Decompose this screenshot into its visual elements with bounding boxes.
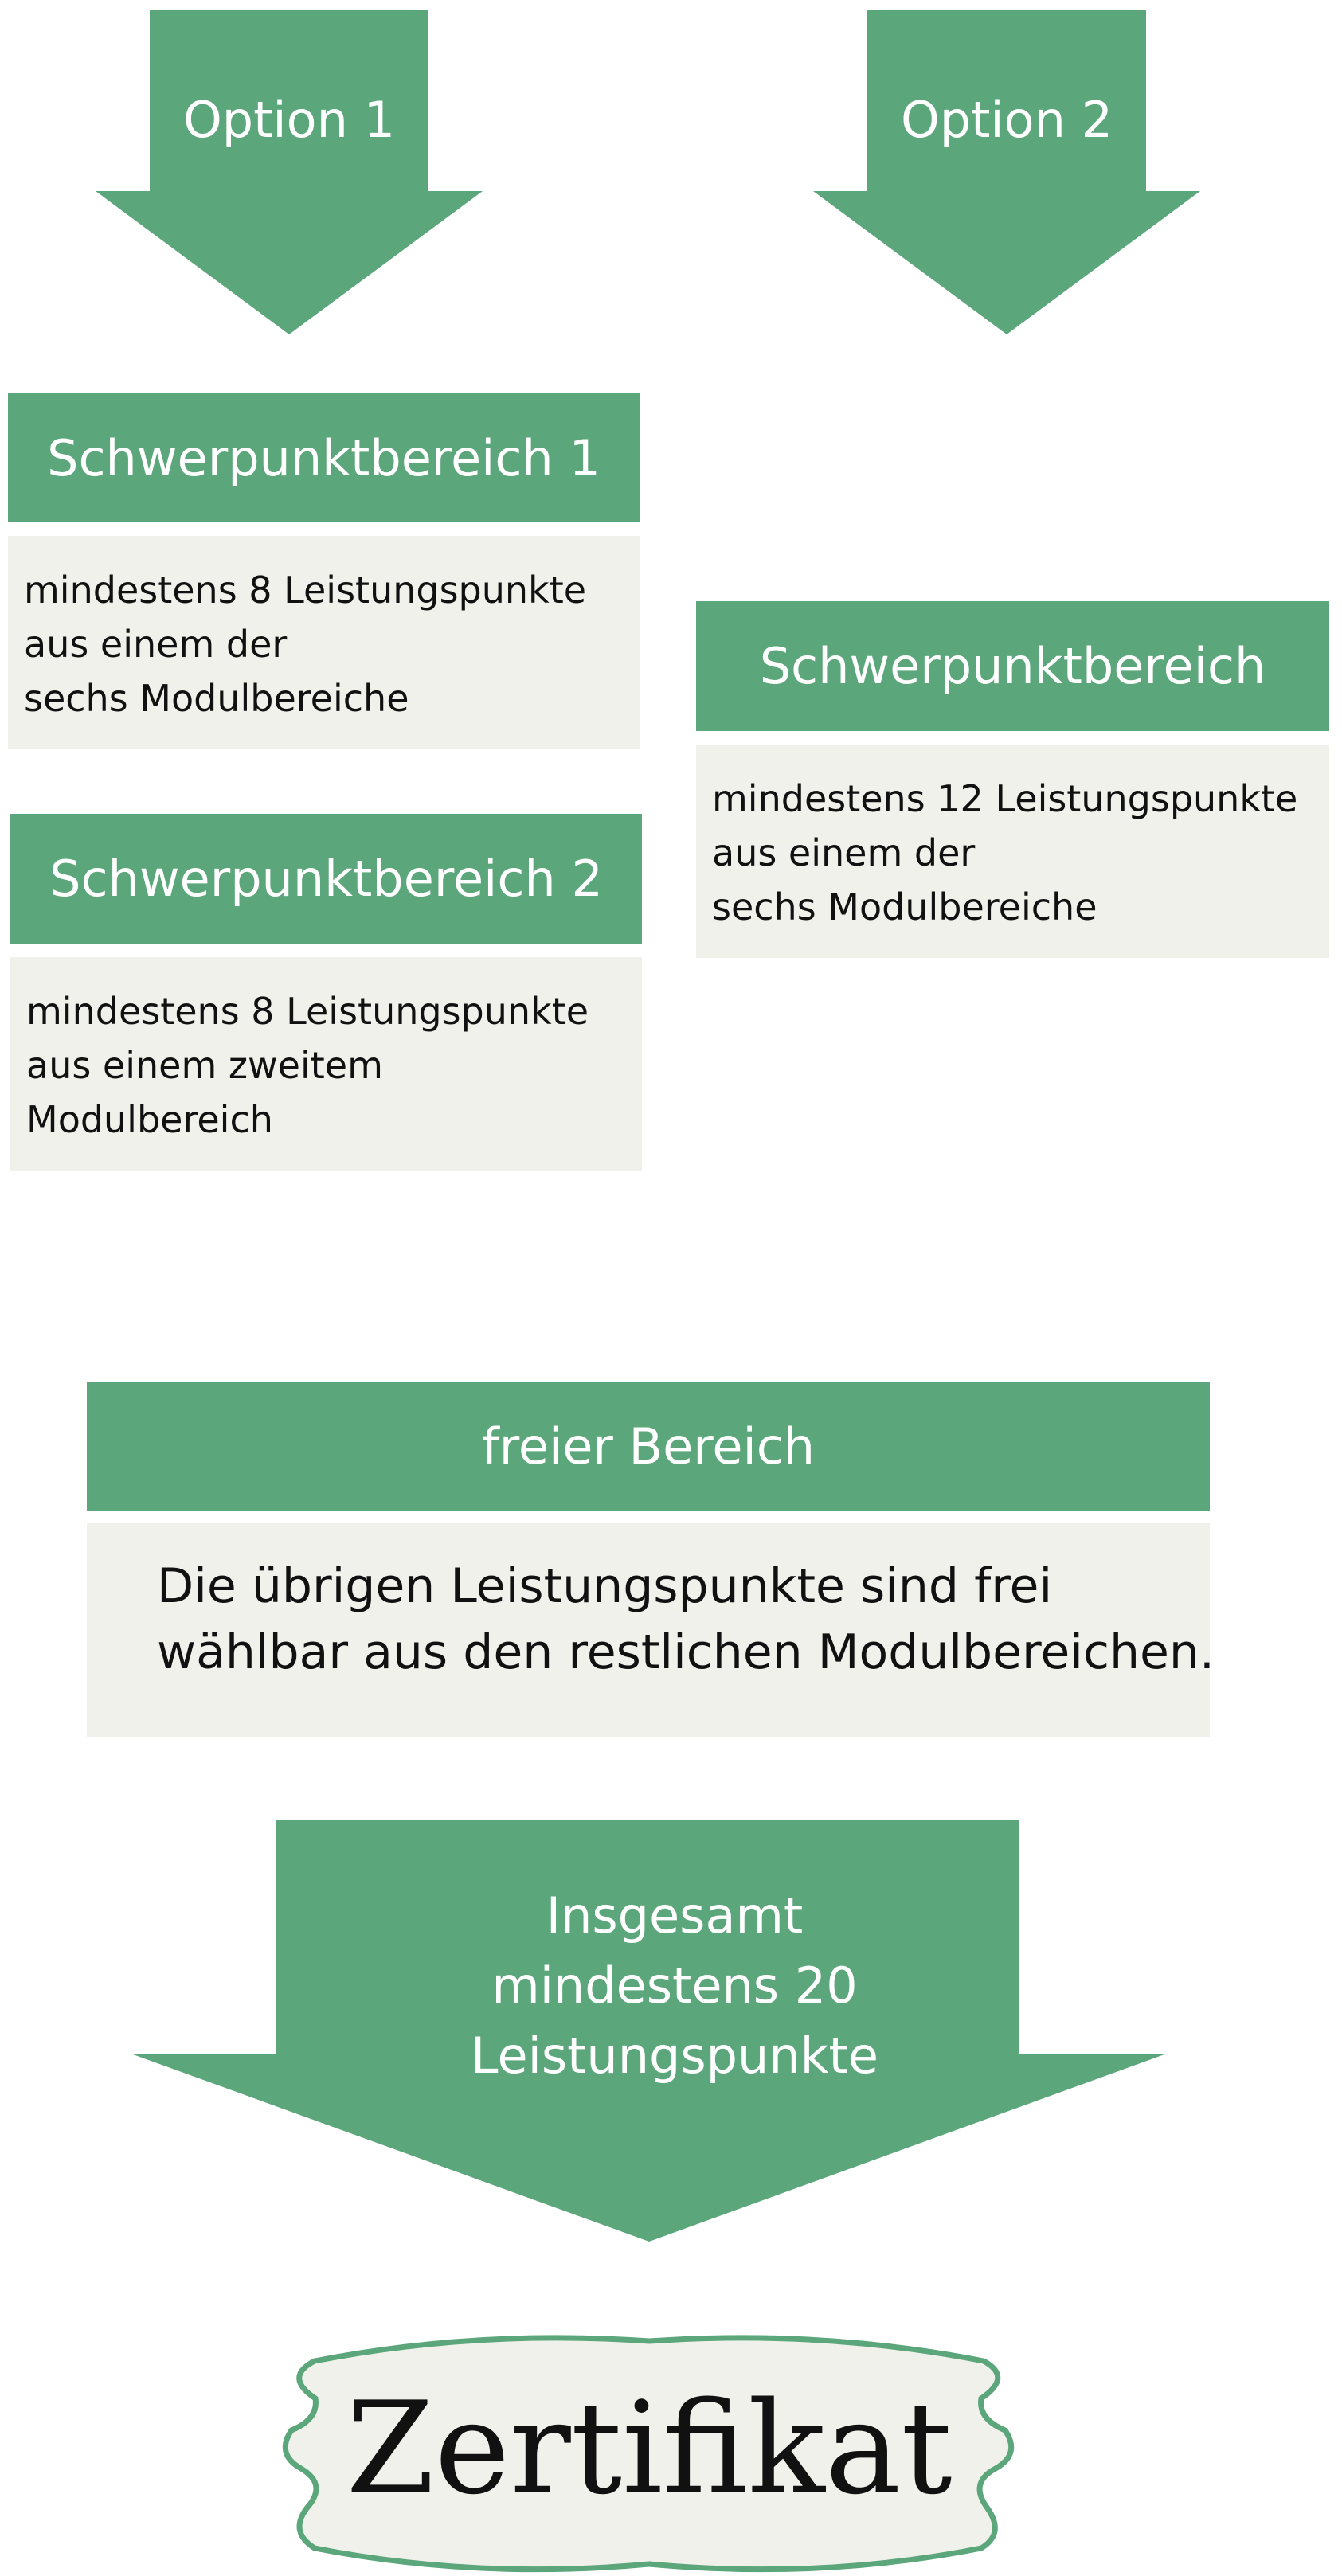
certificate-label: Zertifikat — [346, 2374, 953, 2523]
schwerpunktbereich-header: Schwerpunktbereich — [696, 601, 1329, 731]
description-line: mindestens 8 Leistungspunkte — [26, 990, 589, 1033]
option-1-label: Option 1 — [182, 91, 396, 149]
total-points-label — [276, 1881, 1073, 2091]
description-line: Die übrigen Leistungspunkte sind frei — [157, 1558, 1053, 1614]
description-line: mindestens 8 Leistungspunkte — [24, 569, 587, 612]
schwerpunktbereich-description — [696, 745, 1329, 958]
option-2-arrow — [813, 10, 1200, 334]
description-line: sechs Modulbereiche — [24, 677, 409, 720]
description-line: aus einem zweitem — [26, 1044, 383, 1087]
description-line: aus einem der — [712, 831, 976, 874]
option-2-label: Option 2 — [900, 91, 1113, 149]
total-line: Insgesamt — [546, 1886, 804, 1945]
option-1-arrow — [96, 10, 483, 334]
schwerpunktbereich-2-description — [10, 957, 642, 1171]
description-line: wählbar aus den restlichen Modulbereichen. — [157, 1624, 1215, 1680]
freier-bereich-description — [87, 1523, 1215, 1737]
description-line: sechs Modulbereiche — [712, 885, 1097, 928]
description-line: aus einem der — [24, 623, 288, 666]
total-line: mindestens 20 — [491, 1956, 858, 2015]
total-line: Leistungspunkte — [471, 2027, 878, 2085]
schwerpunktbereich-1-header: Schwerpunktbereich 1 — [8, 393, 640, 522]
schwerpunktbereich-2-header: Schwerpunktbereich 2 — [10, 814, 642, 944]
description-line: mindestens 12 Leistungspunkte — [712, 777, 1298, 820]
description-line: Modulbereich — [26, 1098, 273, 1141]
freier-bereich-header: freier Bereich — [87, 1382, 1210, 1511]
schwerpunktbereich-1-description — [8, 536, 640, 749]
